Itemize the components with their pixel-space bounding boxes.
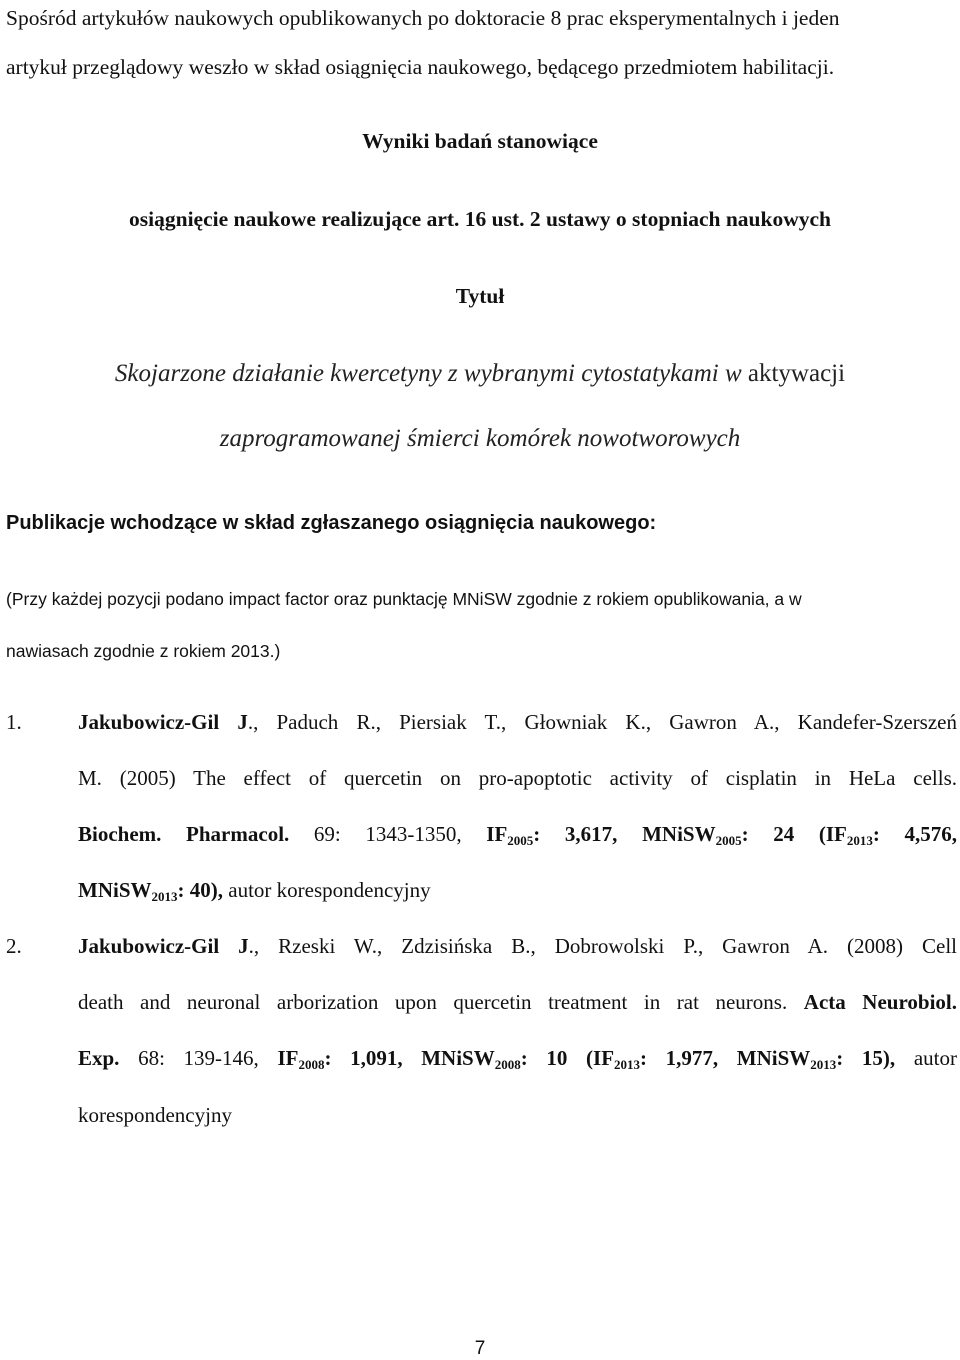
reference-1-lead-author: Jakubowicz-Gil J	[78, 710, 248, 734]
title-line-2: zaprogramowanej śmierci komórek nowotworowych	[219, 425, 741, 452]
reference-2-line-1	[78, 932, 957, 960]
reference-2-mnisw-value: : 10 (	[520, 1046, 594, 1070]
reference-1-line-2: M. (2005) The effect of quercetin on pro-apoptotic activity of cisplatin in HeLa cells.	[78, 766, 957, 790]
reference-1-if-value: : 3,617,	[533, 822, 643, 846]
reference-2-pages: 68: 139-146,	[119, 1046, 278, 1070]
reference-2-mnisw-year: 2008	[494, 1057, 521, 1072]
reference-1-if2013-label: IF	[825, 822, 847, 846]
reference-1-coauthors: ., Paduch R., Piersiak T., Głowniak K., Gawron A., Kandefer-Szerszeń	[247, 710, 957, 734]
reference-2-line-3	[78, 1044, 957, 1072]
section-heading-line-2: osiągnięcie naukowe realizujące art. 16 ust. 2 ustawy o stopniach naukowych	[129, 207, 831, 231]
reference-1-mnisw2013-year: 2013	[151, 889, 178, 904]
reference-1-line-4	[78, 876, 431, 904]
reference-2-journal-part-1: Acta Neurobiol.	[803, 990, 958, 1014]
publications-heading: Publikacje wchodzące w skład zgłaszanego osiągnięcia naukowego:	[6, 512, 657, 534]
intro-line-2: artykuł przeglądowy weszło w skład osiągnięcia naukowego, będącego przedmiotem habilitacji.	[6, 55, 835, 79]
reference-1-mnisw-year: 2005	[715, 833, 742, 848]
publications-note-line-2: nawiasach zgodnie z rokiem 2013.)	[6, 641, 281, 661]
reference-2-line-2	[78, 988, 957, 1016]
reference-2-if2013-year: 2013	[614, 1057, 641, 1072]
reference-2-line-4: korespondencyjny	[78, 1103, 232, 1127]
reference-1-if-label: IF	[486, 822, 508, 846]
title-line-1-italic: Skojarzone działanie kwercetyny z wybranymi cytostatykami w	[114, 360, 742, 387]
reference-2-mnisw2013-label: MNiSW	[736, 1046, 811, 1070]
reference-1-mnisw-value: : 24 (	[741, 822, 826, 846]
page-number: 7	[474, 1338, 486, 1359]
reference-2-if-label: IF	[277, 1046, 299, 1070]
publications-note-line-1: (Przy każdej pozycji podano impact factor oraz punktację MNiSW zgodnie z rokiem opublikowania, a w	[6, 589, 802, 609]
reference-1-journal: Biochem. Pharmacol.	[78, 822, 290, 846]
reference-2-mnisw2013-value: : 15),	[836, 1046, 896, 1070]
reference-number-2: 2.	[6, 934, 22, 958]
reference-2-if-year: 2008	[298, 1057, 325, 1072]
reference-1-if2013-value: : 4,576,	[872, 822, 957, 846]
reference-2-lead-author: Jakubowicz-Gil J	[78, 934, 249, 958]
title-label: Tytuł	[455, 284, 505, 308]
reference-2-if-value: : 1,091,	[324, 1046, 422, 1070]
section-heading-line-1: Wyniki badań stanowiące	[362, 129, 598, 153]
reference-1-mnisw2013-value: : 40),	[177, 878, 223, 902]
reference-2-author-word: autor	[895, 1046, 957, 1070]
reference-1-line-3	[78, 820, 957, 848]
reference-1-if2013-year: 2013	[846, 833, 873, 848]
reference-2-if2013-label: IF	[593, 1046, 615, 1070]
reference-1-corresponding: autor korespondencyjny	[223, 878, 431, 902]
reference-2-journal-part-2: Exp.	[78, 1046, 120, 1070]
reference-2-mnisw2013-year: 2013	[810, 1057, 837, 1072]
reference-1-pages: 69: 1343-1350,	[289, 822, 487, 846]
reference-number-1: 1.	[6, 710, 22, 734]
intro-line-1: Spośród artykułów naukowych opublikowanych po doktoracie 8 prac eksperymentalnych i jeden	[6, 6, 840, 30]
reference-1-line-1	[78, 708, 957, 736]
title-line-1	[0, 360, 960, 388]
reference-2-mnisw-label: MNiSW	[421, 1046, 495, 1070]
reference-1-mnisw-label: MNiSW	[642, 822, 716, 846]
reference-2-if2013-value: : 1,977,	[640, 1046, 737, 1070]
reference-2-title: death and neuronal arborization upon quercetin treatment in rat neurons.	[78, 990, 804, 1014]
title-line-1-tail: aktywacji	[741, 360, 846, 387]
reference-2-coauthors: ., Rzeski W., Zdzisińska B., Dobrowolski P., Gawron A. (2008) Cell	[248, 934, 957, 958]
reference-1-mnisw2013-label: MNiSW	[78, 878, 152, 902]
reference-1-if-year: 2005	[507, 833, 534, 848]
